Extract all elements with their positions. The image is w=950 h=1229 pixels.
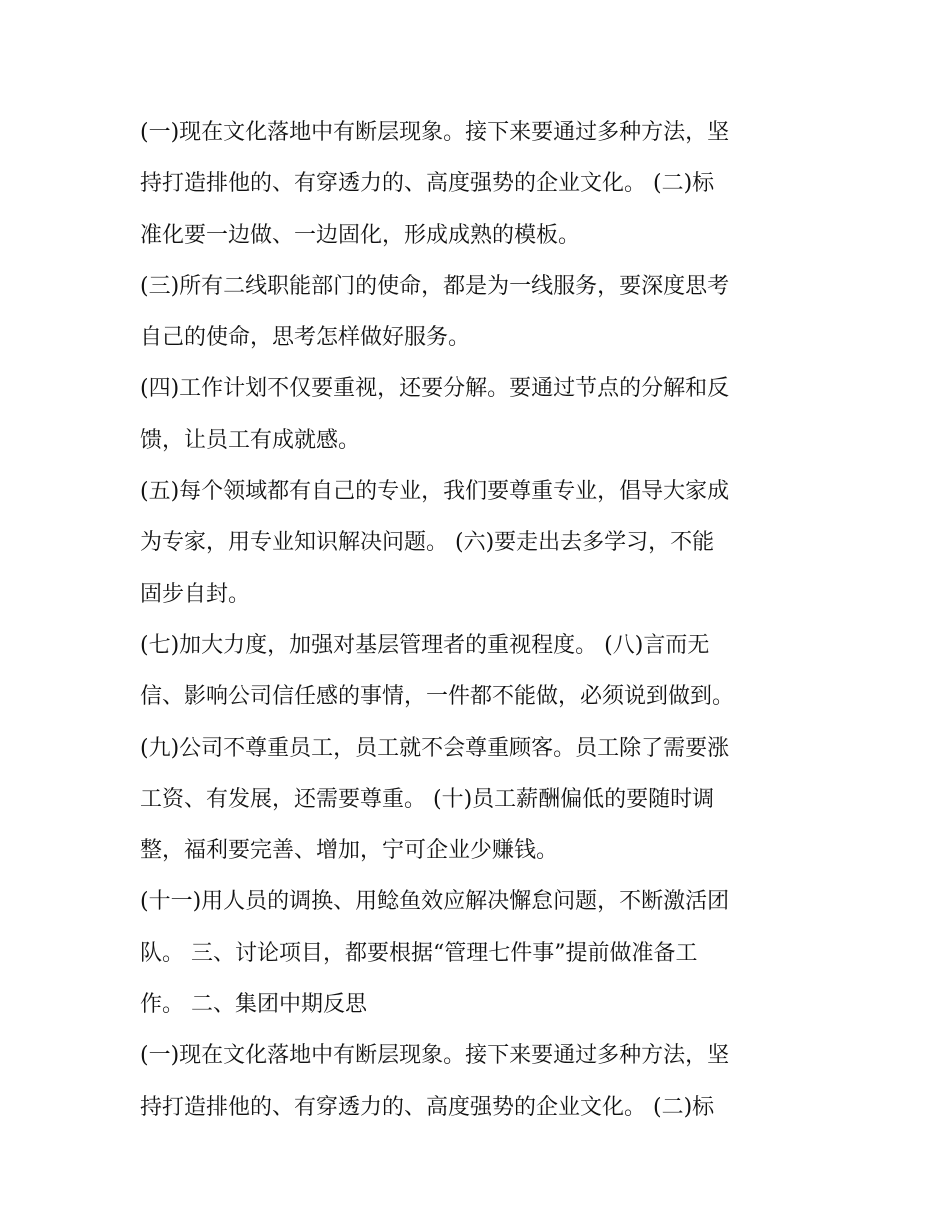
text-line: (四)工作计划不仅要重视，还要分解。要通过节点的分解和反: [140, 376, 730, 402]
document-body: [140, 107, 820, 1133]
text-line: 准化要一边做、一边固化，形成成熟的模板。: [140, 222, 581, 248]
text-line: 自己的使命，思考怎样做好服务。: [140, 325, 471, 351]
text-line: (七)加大力度，加强对基层管理者的重视程度。 (八)言而无: [140, 632, 710, 658]
text-line: 作。 二、集团中期反思: [140, 992, 367, 1018]
text-line: 队。 三、讨论项目，都要根据“管理七件事”提前做准备工: [140, 940, 698, 966]
text-line: 整，福利要完善、增加，宁可企业少赚钱。: [140, 838, 559, 864]
text-line: (十一)用人员的调换、用鲶鱼效应解决懈怠问题，不断激活团: [140, 889, 730, 915]
text-line: 为专家，用专业知识解决问题。 (六)要走出去多学习，不能: [140, 530, 715, 556]
text-line: (九)公司不尊重员工，员工就不会尊重顾客。员工除了需要涨: [140, 735, 730, 761]
text-line: (一)现在文化落地中有断层现象。接下来要通过多种方法，坚: [140, 1043, 730, 1069]
text-line: 固步自封。: [140, 581, 251, 607]
text-line: 馈，让员工有成就感。: [140, 427, 361, 453]
text-line: 工资、有发展，还需要尊重。 (十)员工薪酬偏低的要随时调: [140, 786, 715, 812]
text-line: (五)每个领域都有自己的专业，我们要尊重专业，倡导大家成: [140, 479, 730, 505]
text-line: 信、影响公司信任感的事情，一件都不能做，必须说到做到。: [140, 684, 735, 710]
text-line: 持打造排他的、有穿透力的、高度强势的企业文化。 (二)标: [140, 171, 715, 197]
text-line: (三)所有二线职能部门的使命，都是为一线服务，要深度思考: [140, 273, 730, 299]
text-line: 持打造排他的、有穿透力的、高度强势的企业文化。 (二)标: [140, 1094, 715, 1120]
text-line: (一)现在文化落地中有断层现象。接下来要通过多种方法，坚: [140, 120, 730, 145]
